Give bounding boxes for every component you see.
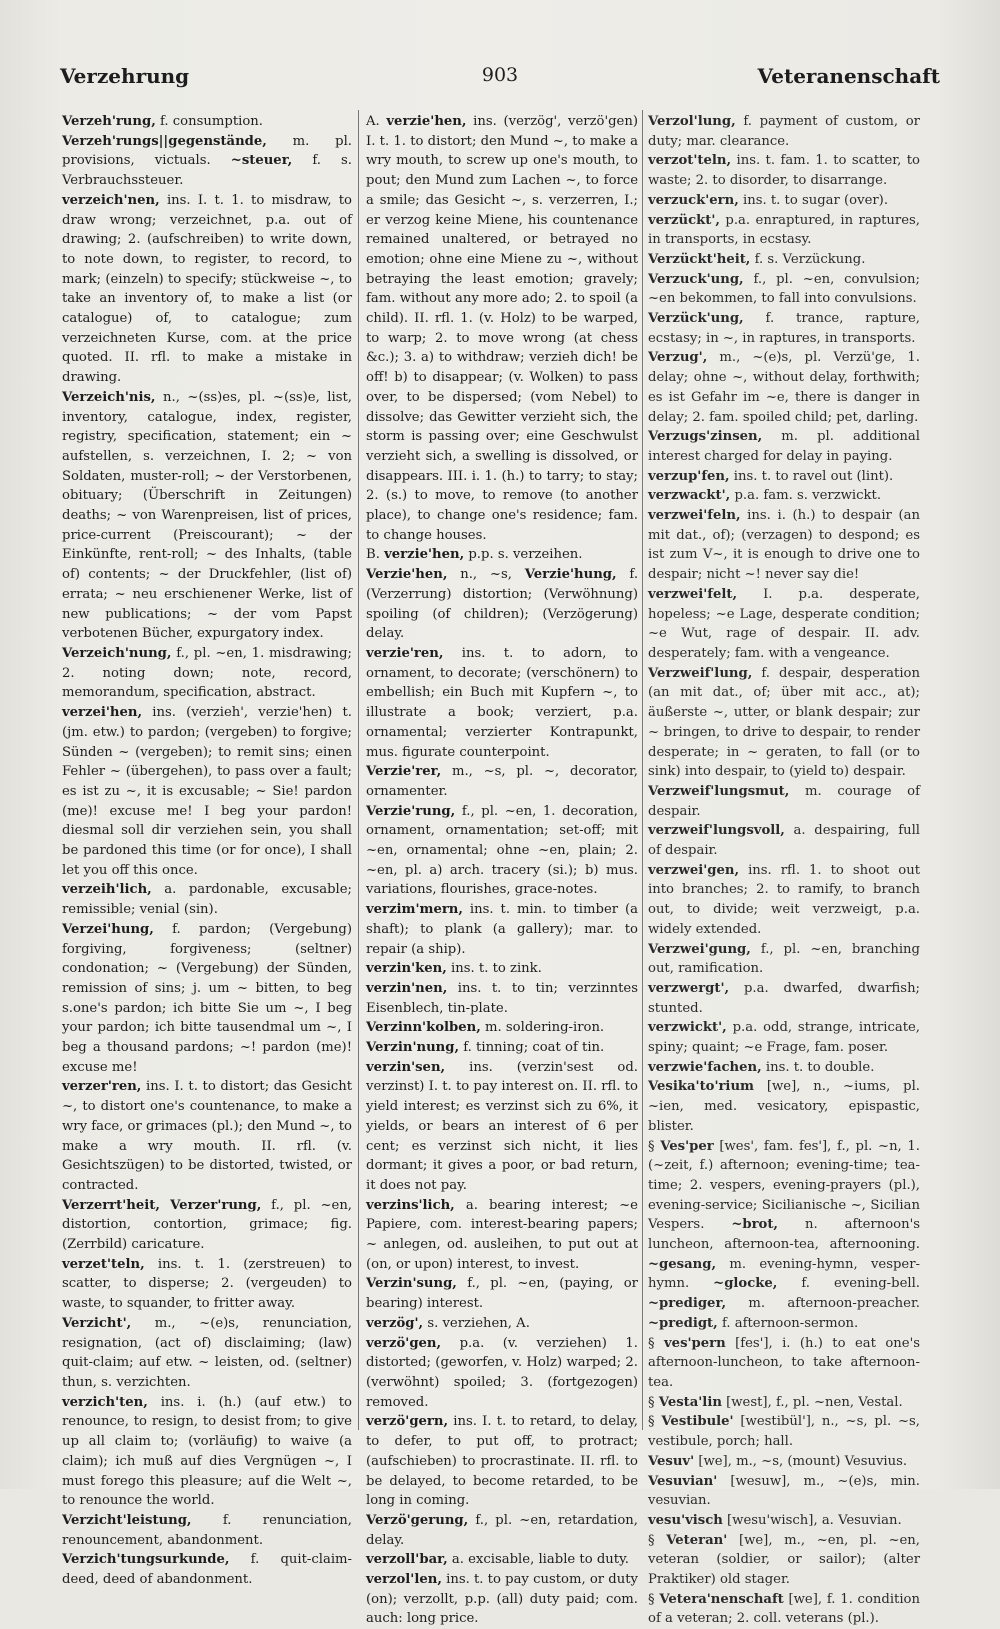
dictionary-entry: verzwie'fachen, ins. t. to double. [648,1059,875,1075]
dictionary-entry: Verzö'gerung, f., pl. ~en, retardation, delay. [366,1512,638,1548]
dictionary-entry: verzweif'lungsvoll, a. despairing, full of despair. [648,823,920,859]
dictionary-entry: verzin'ken, ins. t. to zink. [366,961,542,977]
dictionary-entry: verzich'ten, ins. i. (h.) (auf etw.) to renounce, to resign, to desist from; to give up all claim to; (vorläufig) to waive (a claim); ich muß auf dies Vergnügen ~, I must forego this pleasure; auf die Welt ~, to renounce the world. [62,1394,352,1509]
dictionary-entry: A. verzie'hen, ins. (verzög', verzö'gen) I. t. 1. to distort; den Mund ~, to make a wry mouth, to screw up one's mouth, to pout; den Mund zum Lachen ~, to force a smile; das Gesicht ~, s. verzerren, I.; er verzog keine Miene, his countenance remained unaltered, or betrayed no emotion; ohne eine Miene zu ~, without betraying the least emotion; gravely; fam. without any more ado; 2. to spoil (a child). II. rfl. 1. (v. Holz) to be warped, to warp; 2. to move wrong (at chess &c.); 3. a) to withdraw; verzieh dich! be off! b) to disappear; (v. Wolken) to pass over, to be dispersed; (vom Nebel) to dissolve; das Gewitter verzieht sich, the storm is passing over; eine Geschwulst verzieht sich, a swelling is dissolved, or disappears. III. i. 1. (h.) to tarry; to stay; 2. (s.) to move, to remove (to another place), to change one's residence; fam. to change houses. [366,114,638,543]
dictionary-entry: Verzie'rung, f., pl. ~en, 1. decoration, ornament, ornamentation; set-off; mit ~en, ornamental; ohne ~en, plain; 2. ~en, pl. a) arch. tracery (si.); b) mus. variations, flourishes, grace-notes. [366,803,638,898]
dictionary-entry: § Ves'per [wes', fam. fes'], f., pl. ~n, 1. (~zeit, f.) afternoon; evening-time; tea-time; 2. vespers, evening-prayers (pl.), evening-service; Sicilianische ~, Sicilian Vespers. ~brot, n. afternoon's luncheon, afternoon-tea, afternooning. ~gesang, m. evening-hymn, vesper-hymn. ~glocke, f. evening-bell. ~prediger, m. afternoon-preacher. ~predigt, f. afternoon-sermon. [648,1138,920,1331]
dictionary-entry: Verzin'sung, f., pl. ~en, (paying, or bearing) interest. [366,1276,638,1312]
dictionary-entry: Verzeh'rungs||gegenstände, m. pl. provisions, victuals. ~steuer, f. s. Verbrauchssteuer. [62,133,352,189]
dictionary-entry: verzet'teln, ins. t. 1. (zerstreuen) to scatter, to disperse; 2. (vergeuden) to waste, to squander, to fritter away. [62,1256,352,1312]
column-middle [366,112,639,1627]
dictionary-entry: verzoll'bar, a. excisable, liable to duty. [366,1552,629,1568]
dictionary-entry: verzwergt', p.a. dwarfed, dwarfish; stunted. [648,980,920,1016]
column-left [62,112,352,1588]
dictionary-entry: Verzück'ung, f. trance, rapture, ecstasy; in ~, in raptures, in transports. [648,311,920,346]
header-right-guideword: Veteranenschaft [757,64,940,88]
dictionary-entry: Verzie'rer, m., ~s, pl. ~, decorator, ornamenter. [366,764,638,799]
dictionary-entry: § Veteran' [we], m., ~en, pl. ~en, veteran (soldier, or sailor); (alter Praktiker) old stager. [648,1532,920,1588]
dictionary-entry: verzin'sen, ins. (verzin'sest od. verzinst) I. t. to pay interest on. II. rfl. to yield interest; es verzinst sich zu 6%, it yields, or bears an interest of 6 per cent; es verzinst sich nicht, it lies dormant; it gives a poor, or bad return, it does not pay. [366,1059,638,1193]
dictionary-entry: verzer'ren, ins. I. t. to distort; das Gesicht ~, to distort one's countenance, to make a wry face, or grimaces (pl.); den Mund ~, to make a wry mouth. II. rfl. (v. Gesichtszügen) to be distorted, twisted, or contracted. [62,1079,352,1193]
dictionary-entry: verzol'len, ins. t. to pay custom, or duty (on); verzollt, p.p. (all) duty paid; com. auch: long price. [366,1572,638,1627]
dictionary-entry: Vesika'to'rium [we], n., ~iums, pl. ~ien, med. vesicatory, epispastic, blister. [648,1079,920,1134]
dictionary-entry: § Vetera'nenschaft [we], f. 1. condition of a veteran; 2. coll. veterans (pl.). [648,1591,920,1627]
dictionary-entry: verzim'mern, ins. t. min. to timber (a shaft); to plank (a gallery); mar. to repair (a ship). [366,902,638,957]
dictionary-entry: verzwei'gen, ins. rfl. 1. to shoot out into branches; 2. to ramify, to branch out, to divide; weit verzweigt, p.a. widely extended. [648,862,920,937]
dictionary-entry: § ves'pern [fes'], i. (h.) to eat one's afternoon-luncheon, to take afternoon-tea. [648,1335,920,1390]
dictionary-entry: Verzin'nung, f. tinning; coat of tin. [366,1040,605,1056]
dictionary-entry: Verzwei'gung, f., pl. ~en, branching out, ramification. [648,941,920,977]
column-divider [358,110,359,1430]
dictionary-entry: verzie'ren, ins. t. to adorn, to ornament, to decorate; (verschönern) to embellish; ein Buch mit Kupfern ~, to illustrate a book; verziert, p.a. ornamental; verzierter Kontrapunkt, mus. figurate counterpoint. [366,645,638,760]
dictionary-entry: Verzei'hung, f. pardon; (Vergebung) forgiving, forgiveness; (seltner) condonation; ~ (Vergebung) der Sünden, remission of sins; j. um ~ bitten, to beg s.one's pardon; ich bitte Sie um ~, I beg your pardon; ich bitte tausendmal um ~, I beg a thousand pardons; ~! pardon (me)! excuse me! [62,921,352,1075]
dictionary-entry: verzei'hen, ins. (verzieh', verzie'hen) t. (jm. etw.) to pardon; (vergeben) to forgive; Sünden ~ (vergeben); to remit sins; einen Fehler ~ (übergehen), to pass over a fault; es ist zu ~, it is excusable; ~ Sie! pardon (me)! excuse me! I beg your pardon! diesmal soll dir verziehen sein, you shall be pardoned this time (or for once), I shall let you off this once. [62,705,352,878]
dictionary-entry: Verzie'hen, n., ~s, Verzie'hung, f. (Verzerrung) distortion; (Verwöhnung) spoiling (of children); (Verzögerung) delay. [366,567,639,642]
dictionary-entry: § Vestibule' [westibül'], n., ~s, pl. ~s, vestibule, porch; hall. [648,1414,920,1450]
dictionary-entry: Verzweif'lung, f. despair, desperation (an mit dat., of; über mit acc., at); äußerste ~, utter, or blank despair; zur ~ bringen, to drive to despair, to render desperate; in ~ geraten, to fall (or to sink) into despair, to (yield to) despair. [648,665,920,780]
dictionary-entry: B. verzie'hen, p.p. s. verzeihen. [366,547,583,563]
dictionary-entry: Vesuvian' [wesuw], m., ~(e)s, min. vesuvian. [648,1473,920,1509]
dictionary-entry: Verzol'lung, f. payment of custom, or duty; mar. clearance. [648,114,920,149]
dictionary-entry: Verzuck'ung, f., pl. ~en, convulsion; ~en bekommen, to fall into convulsions. [648,271,920,307]
dictionary-entry: verzö'gern, ins. I. t. to retard, to delay, to defer, to put off, to protract; (aufschieben) to procrastinate. II. rfl. to be delayed, to become retarded, to be long in coming. [366,1414,638,1509]
page-number: 903 [481,64,519,86]
dictionary-entry: verzückt', p.a. enraptured, in raptures, in transports, in ecstasy. [648,212,920,248]
dictionary-entry: verzwei'felt, I. p.a. desperate, hopeless; ~e Lage, desperate condition; ~e Wut, rage of despair. II. adv. desperately; fam. with a vengeance. [648,586,920,661]
dictionary-entry: verzeich'nen, ins. I. t. 1. to misdraw, to draw wrong; verzeichnet, p.a. out of drawing; 2. (aufschreiben) to write down, to note down, to register, to record, to mark; (einzeln) to specify; stückweise ~, to take an inventory of, to make a list (or catalogue) of, to catalogue; zum verzeichneten Kurse, com. at the price quoted. II. rfl. to make a mistake in drawing. [62,192,352,386]
dictionary-entry: verzot'teln, ins. t. fam. 1. to scatter, to waste; 2. to disorder, to disarrange. [648,153,920,189]
dictionary-entry: Verzicht', m., ~(e)s, renunciation, resignation, (act of) disclaiming; (law) quit-claim; auf etw. ~ leisten, od. (seltner) thun, s. verzichten. [62,1315,352,1390]
dictionary-entry: Verzicht'leistung, f. renunciation, renouncement, abandonment. [62,1512,352,1548]
dictionary-entry: verzwickt', p.a. odd, strange, intricate, spiny; quaint; ~e Frage, fam. poser. [648,1020,920,1056]
dictionary-entry: verzeih'lich, a. pardonable, excusable; remissible; venial (sin). [62,882,352,918]
dictionary-entry: Verzugs'zinsen, m. pl. additional interest charged for delay in paying. [648,429,920,464]
dictionary-entry: verzup'fen, ins. t. to ravel out (lint). [648,468,894,484]
dictionary-entry: verzög', s. verziehen, A. [366,1315,530,1331]
dictionary-entry: verzins'lich, a. bearing interest; ~e Papiere, com. interest-bearing papers; ~ anlegen, od. ausleihen, to put out at (on, or upon) interest, to invest. [366,1197,638,1272]
header-left-guideword: Verzehrung [60,64,190,88]
dictionary-entry: verzuck'ern, ins. t. to sugar (over). [648,192,889,208]
dictionary-entry: Verzeich'nis, n., ~(ss)es, pl. ~(ss)e, list, inventory, catalogue, index, register, registry, specification, statement; ein ~ aufstellen, s. verzeichnen, I. 2; ~ von Soldaten, muster-roll; ~ der Verstorbenen, obituary; (Überschrift in Zeitungen) deaths; ~ von Warenpreisen, list of prices, price-current (Preiscourant); ~ der Einkünfte, rent-roll; ~ des Inhalts, (table of) contents; ~ der Druckfehler, (list of) errata; ~ neu erschienener Werke, list of new publications; ~ der vom Papst verbotenen Bücher, expurgatory index. [62,389,352,642]
dictionary-entry: Verzich'tungsurkunde, f. quit-claim-deed, deed of abandonment. [62,1552,352,1588]
dictionary-entry: Verzeh'rung, f. consumption. [62,114,263,129]
dictionary-entry: verzin'nen, ins. t. to tin; verzinntes Eisenblech, tin-plate. [366,980,638,1016]
dictionary-entry: Verzug', m., ~(e)s, pl. Verzü'ge, 1. delay; ohne ~, without delay, forthwith; es ist Gefahr im ~e, there is danger in delay; 2. fam. spoiled child; pet, darling. [648,350,920,425]
dictionary-entry: Verzückt'heit, f. s. Verzückung. [648,251,866,267]
dictionary-entry: § Vesta'lin [west], f., pl. ~nen, Vestal. [648,1394,903,1410]
dictionary-entry: Verzeich'nung, f., pl. ~en, 1. misdrawing; 2. noting down; note, record, memorandum, specification, abstract. [62,645,352,701]
dictionary-entry: vesu'visch [wesu'wisch], a. Vesuvian. [648,1512,902,1528]
dictionary-entry: Verzweif'lungsmut, m. courage of despair. [648,783,920,819]
dictionary-entry: verzwackt', p.a. fam. s. verzwickt. [648,488,882,504]
page-header [60,64,940,94]
column-divider [642,110,643,1430]
dictionary-entry: Vesuv' [we], m., ~s, (mount) Vesuvius. [648,1453,908,1469]
column-right [648,112,920,1627]
dictionary-entry: Verzerrt'heit, Verzer'rung, f., pl. ~en, distortion, contortion, grimace; fig. (Zerrbild) caricature. [62,1197,352,1253]
dictionary-entry: verzö'gen, p.a. (v. verziehen) 1. distorted; (geworfen, v. Holz) warped; 2. (verwöhnt) spoiled; 3. (fortgezogen) removed. [366,1335,638,1410]
dictionary-entry: Verzinn'kolben, m. soldering-iron. [366,1020,605,1036]
dictionary-entry: verzwei'feln, ins. i. (h.) to despair (an mit dat., of); (verzagen) to despond; es ist zum V~, it is enough to drive one to despair; nicht ~! never say die! [648,508,920,583]
